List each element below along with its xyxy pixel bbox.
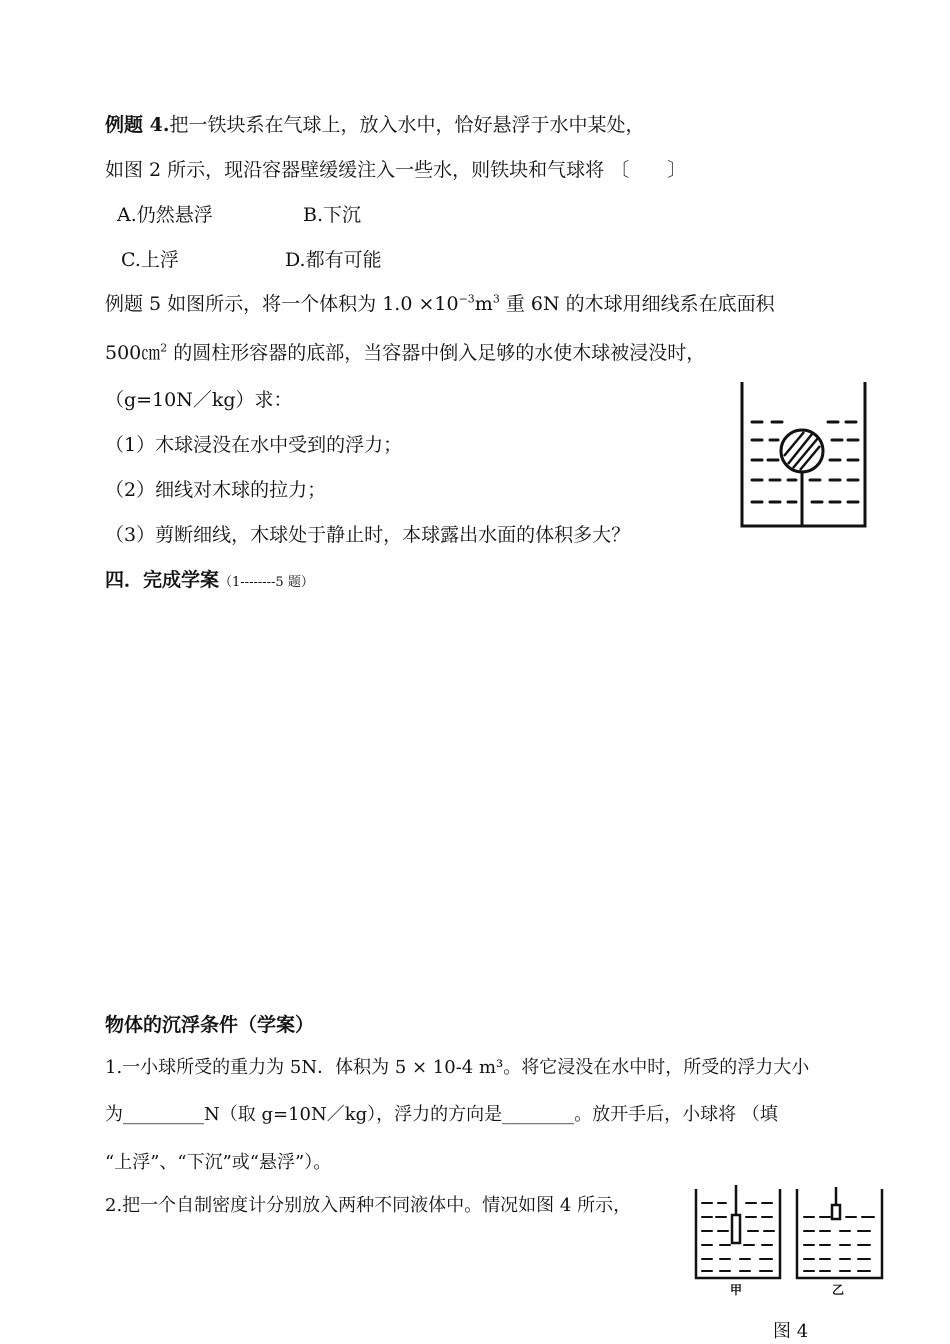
example5-q2: （2）细线对木球的拉力； xyxy=(105,479,327,501)
example5-line2-sup: 2 xyxy=(160,341,168,355)
example5-line2 xyxy=(105,341,705,365)
hydrometer-figure xyxy=(690,1183,890,1298)
example5-q1: （1）木球浸没在水中受到的浮力； xyxy=(105,434,403,456)
example4-text-line2: 如图 2 所示，现沿容器壁缓缓注入一些水，则铁块和气球将 〔 〕 xyxy=(105,159,687,181)
example5-line2-post: 的圆柱形容器的底部，当容器中倒入足够的水使木球被浸没时， xyxy=(167,342,706,364)
ball-container-figure xyxy=(738,378,870,530)
section4-title: 四．完成学案 xyxy=(105,569,220,591)
example4-option-d: D.都有可能 xyxy=(285,249,382,271)
example5-line2-pre: 500㎝ xyxy=(105,342,161,364)
worksheet-title: 物体的沉浮条件（学案） xyxy=(105,1014,315,1036)
worksheet-q1-line3: “上浮”、“下沉”或“悬浮”）。 xyxy=(105,1152,332,1173)
example4-label: 例题 4. xyxy=(105,114,170,136)
example5-q3: （3）剪断细线，木球处于静止时，本球露出水面的体积多大？ xyxy=(105,524,631,546)
worksheet-q1-line1: 1.一小球所受的重力为 5N．体积为 5 × 10-4 m³。将它浸没在水中时，所受的浮力大小 xyxy=(105,1057,810,1078)
example5-line1-sup: −3 xyxy=(458,292,475,306)
example4-line1 xyxy=(105,113,644,137)
example4-option-b: B.下沉 xyxy=(303,204,362,226)
worksheet-q2-line1: 2.把一个自制密度计分别放入两种不同液体中。情况如图 4 所示， xyxy=(105,1195,632,1216)
example4-option-a: A.仍然悬浮 xyxy=(117,204,213,226)
example5-line1-mid: m xyxy=(474,293,493,315)
worksheet-q1-line2: 为_________N（取 g=10N／kg），浮力的方向是________。放开手后，小球将 （填 xyxy=(105,1104,778,1125)
section4-heading xyxy=(105,568,314,595)
example5-line1 xyxy=(105,292,775,316)
fig4-label-a: 甲 xyxy=(729,1283,743,1297)
example4-option-c: C.上浮 xyxy=(121,249,179,271)
example5-line1-pre: 例题 5 如图所示，将一个体积为 1.0 ×10 xyxy=(105,293,459,315)
fig4-caption: 图 4 xyxy=(773,1321,809,1342)
example5-line1-sup2: 3 xyxy=(492,292,500,306)
example4-text-line1: 把一铁块系在气球上，放入水中，恰好悬浮于水中某处， xyxy=(169,114,645,136)
example5-line1-post: 重 6N 的木球用细线系在底面积 xyxy=(499,293,775,315)
example5-line3: （g=10N／kg）求： xyxy=(105,389,293,411)
fig4-label-b: 乙 xyxy=(831,1283,845,1297)
section4-note: （1--------5 题） xyxy=(219,575,314,590)
